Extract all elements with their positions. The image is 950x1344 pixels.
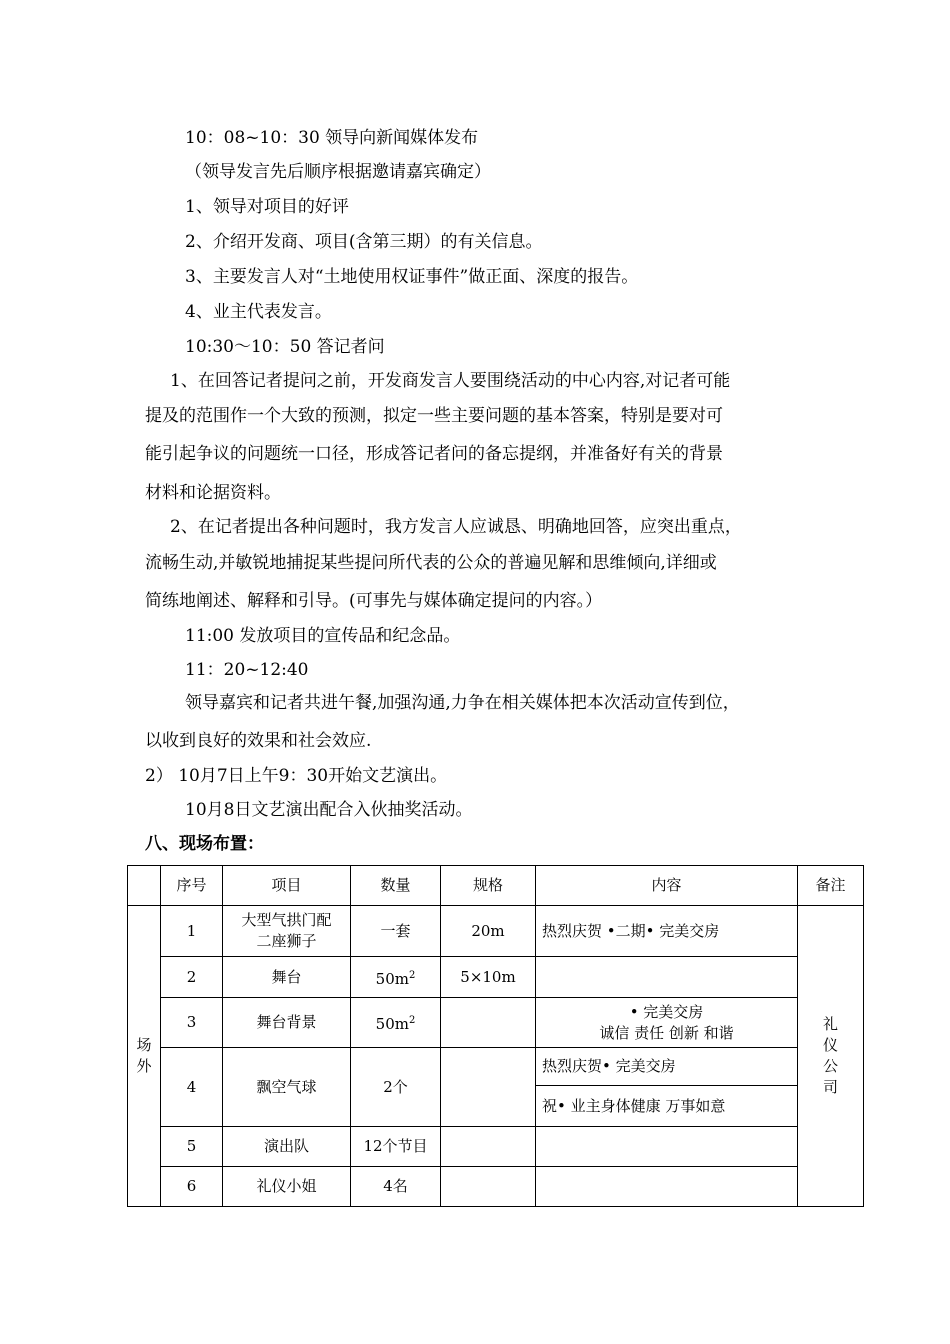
spec-cell xyxy=(441,1048,536,1127)
schedule-line: 11：20~12:40 xyxy=(185,660,309,680)
schedule-line: 2） 10月7日上午9：30开始文艺演出。 xyxy=(145,766,448,786)
group-label-char: 场 xyxy=(136,1036,152,1054)
table-row xyxy=(128,998,864,1048)
schedule-line: 11:00 发放项目的宣传品和纪念品。 xyxy=(185,626,461,646)
quantity-cell: 一套 xyxy=(351,906,441,957)
paragraph-line: 2、在记者提出各种问题时，我方发言人应诚恳、明确地回答，应突出重点， xyxy=(170,517,742,537)
quantity-cell: 2个 xyxy=(351,1048,441,1127)
note-line: （领导发言先后顺序根据邀请嘉宾确定） xyxy=(185,162,491,182)
content-cell xyxy=(536,1127,798,1167)
list-item: 3、主要发言人对“土地使用权证事件”做正面、深度的报告。 xyxy=(185,267,639,287)
paragraph-line: 领导嘉宾和记者共进午餐,加强沟通,力争在相关媒体把本次活动宣传到位， xyxy=(185,693,740,713)
spec-cell: 20m xyxy=(441,906,536,957)
section-heading: 八、现场布置： xyxy=(145,834,264,854)
content-cell: 热烈庆贺 •二期• 完美交房 xyxy=(536,906,798,957)
quantity-value: 50m xyxy=(375,969,409,988)
item-cell: 演出队 xyxy=(223,1127,351,1167)
table-header-cell: 序号 xyxy=(161,866,223,906)
item-cell: 舞台 xyxy=(223,957,351,998)
item-name-line2: 二座狮子 xyxy=(256,932,317,950)
content-cell xyxy=(536,998,798,1048)
remark-char: 仪 xyxy=(822,1036,838,1054)
content-cell: 热烈庆贺• 完美交房 xyxy=(536,1048,798,1086)
schedule-line: 10：08~10：30 领导向新闻媒体发布 xyxy=(185,128,479,148)
spec-cell xyxy=(441,998,536,1048)
table-header-cell xyxy=(128,866,161,906)
item-name: 大型气拱门配 xyxy=(241,911,332,929)
paragraph-line: 材料和论据资料。 xyxy=(145,483,281,503)
row-number: 4 xyxy=(161,1048,223,1127)
paragraph-line: 流畅生动,并敏锐地捕捉某些提问所代表的公众的普遍见解和思维倾向,详细或 xyxy=(145,553,717,573)
quantity-cell: 12个节目 xyxy=(351,1127,441,1167)
spec-cell xyxy=(441,1167,536,1207)
quantity-cell xyxy=(351,957,441,998)
paragraph-line: 简练地阐述、解释和引导。(可事先与媒体确定提问的内容。） xyxy=(145,591,603,611)
table-row xyxy=(128,1048,864,1086)
table-row xyxy=(128,1127,864,1167)
content-cell: 祝• 业主身体健康 万事如意 xyxy=(536,1086,798,1127)
group-label-char: 外 xyxy=(136,1057,152,1075)
item-cell: 飘空气球 xyxy=(223,1048,351,1127)
paragraph-line: 能引起争议的问题统一口径，形成答记者问的备忘提纲，并准备好有关的背景 xyxy=(145,444,723,464)
content-line: • 完美交房 xyxy=(629,1002,704,1021)
content-cell xyxy=(536,957,798,998)
table-header-cell: 数量 xyxy=(351,866,441,906)
list-item: 2、介绍开发商、项目(含第三期）的有关信息。 xyxy=(185,232,543,252)
remark-char: 礼 xyxy=(822,1015,838,1033)
table-header-cell: 项目 xyxy=(223,866,351,906)
list-item: 1、领导对项目的好评 xyxy=(185,197,349,217)
schedule-line: 10:30～10：50 答记者问 xyxy=(185,337,385,357)
table-row xyxy=(128,957,864,998)
quantity-cell xyxy=(351,998,441,1048)
content-line: 诚信 责任 创新 和谐 xyxy=(599,1023,734,1042)
quantity-superscript: 2 xyxy=(408,969,416,981)
table-header-cell: 内容 xyxy=(536,866,798,906)
table-header-row xyxy=(128,866,864,906)
table-row xyxy=(128,906,864,957)
table-header-cell: 规格 xyxy=(441,866,536,906)
table-row xyxy=(128,1167,864,1207)
row-number: 6 xyxy=(161,1167,223,1207)
quantity-cell: 4名 xyxy=(351,1167,441,1207)
row-number: 3 xyxy=(161,998,223,1048)
remark-cell xyxy=(798,906,864,1207)
item-cell: 舞台背景 xyxy=(223,998,351,1048)
paragraph-line: 以收到良好的效果和社会效应. xyxy=(145,731,372,751)
schedule-line: 10月8日文艺演出配合入伙抽奖活动。 xyxy=(185,800,473,820)
spec-cell xyxy=(441,1127,536,1167)
remark-char: 公 xyxy=(822,1057,838,1075)
row-number: 5 xyxy=(161,1127,223,1167)
group-label-cell xyxy=(128,906,161,1207)
paragraph-line: 1、在回答记者提问之前，开发商发言人要围绕活动的中心内容,对记者可能 xyxy=(170,371,731,391)
content-cell xyxy=(536,1167,798,1207)
row-number: 2 xyxy=(161,957,223,998)
list-item: 4、业主代表发言。 xyxy=(185,302,332,322)
item-cell: 礼仪小姐 xyxy=(223,1167,351,1207)
spec-cell: 5×10m xyxy=(441,957,536,998)
quantity-superscript: 2 xyxy=(408,1015,416,1026)
table-header-cell: 备注 xyxy=(798,866,864,906)
item-cell xyxy=(223,906,351,957)
remark-char: 司 xyxy=(822,1078,838,1096)
row-number: 1 xyxy=(161,906,223,957)
site-layout-table xyxy=(127,865,864,1207)
quantity-value: 50m xyxy=(375,1015,409,1033)
paragraph-line: 提及的范围作一个大致的预测，拟定一些主要问题的基本答案，特别是要对可 xyxy=(145,406,723,426)
